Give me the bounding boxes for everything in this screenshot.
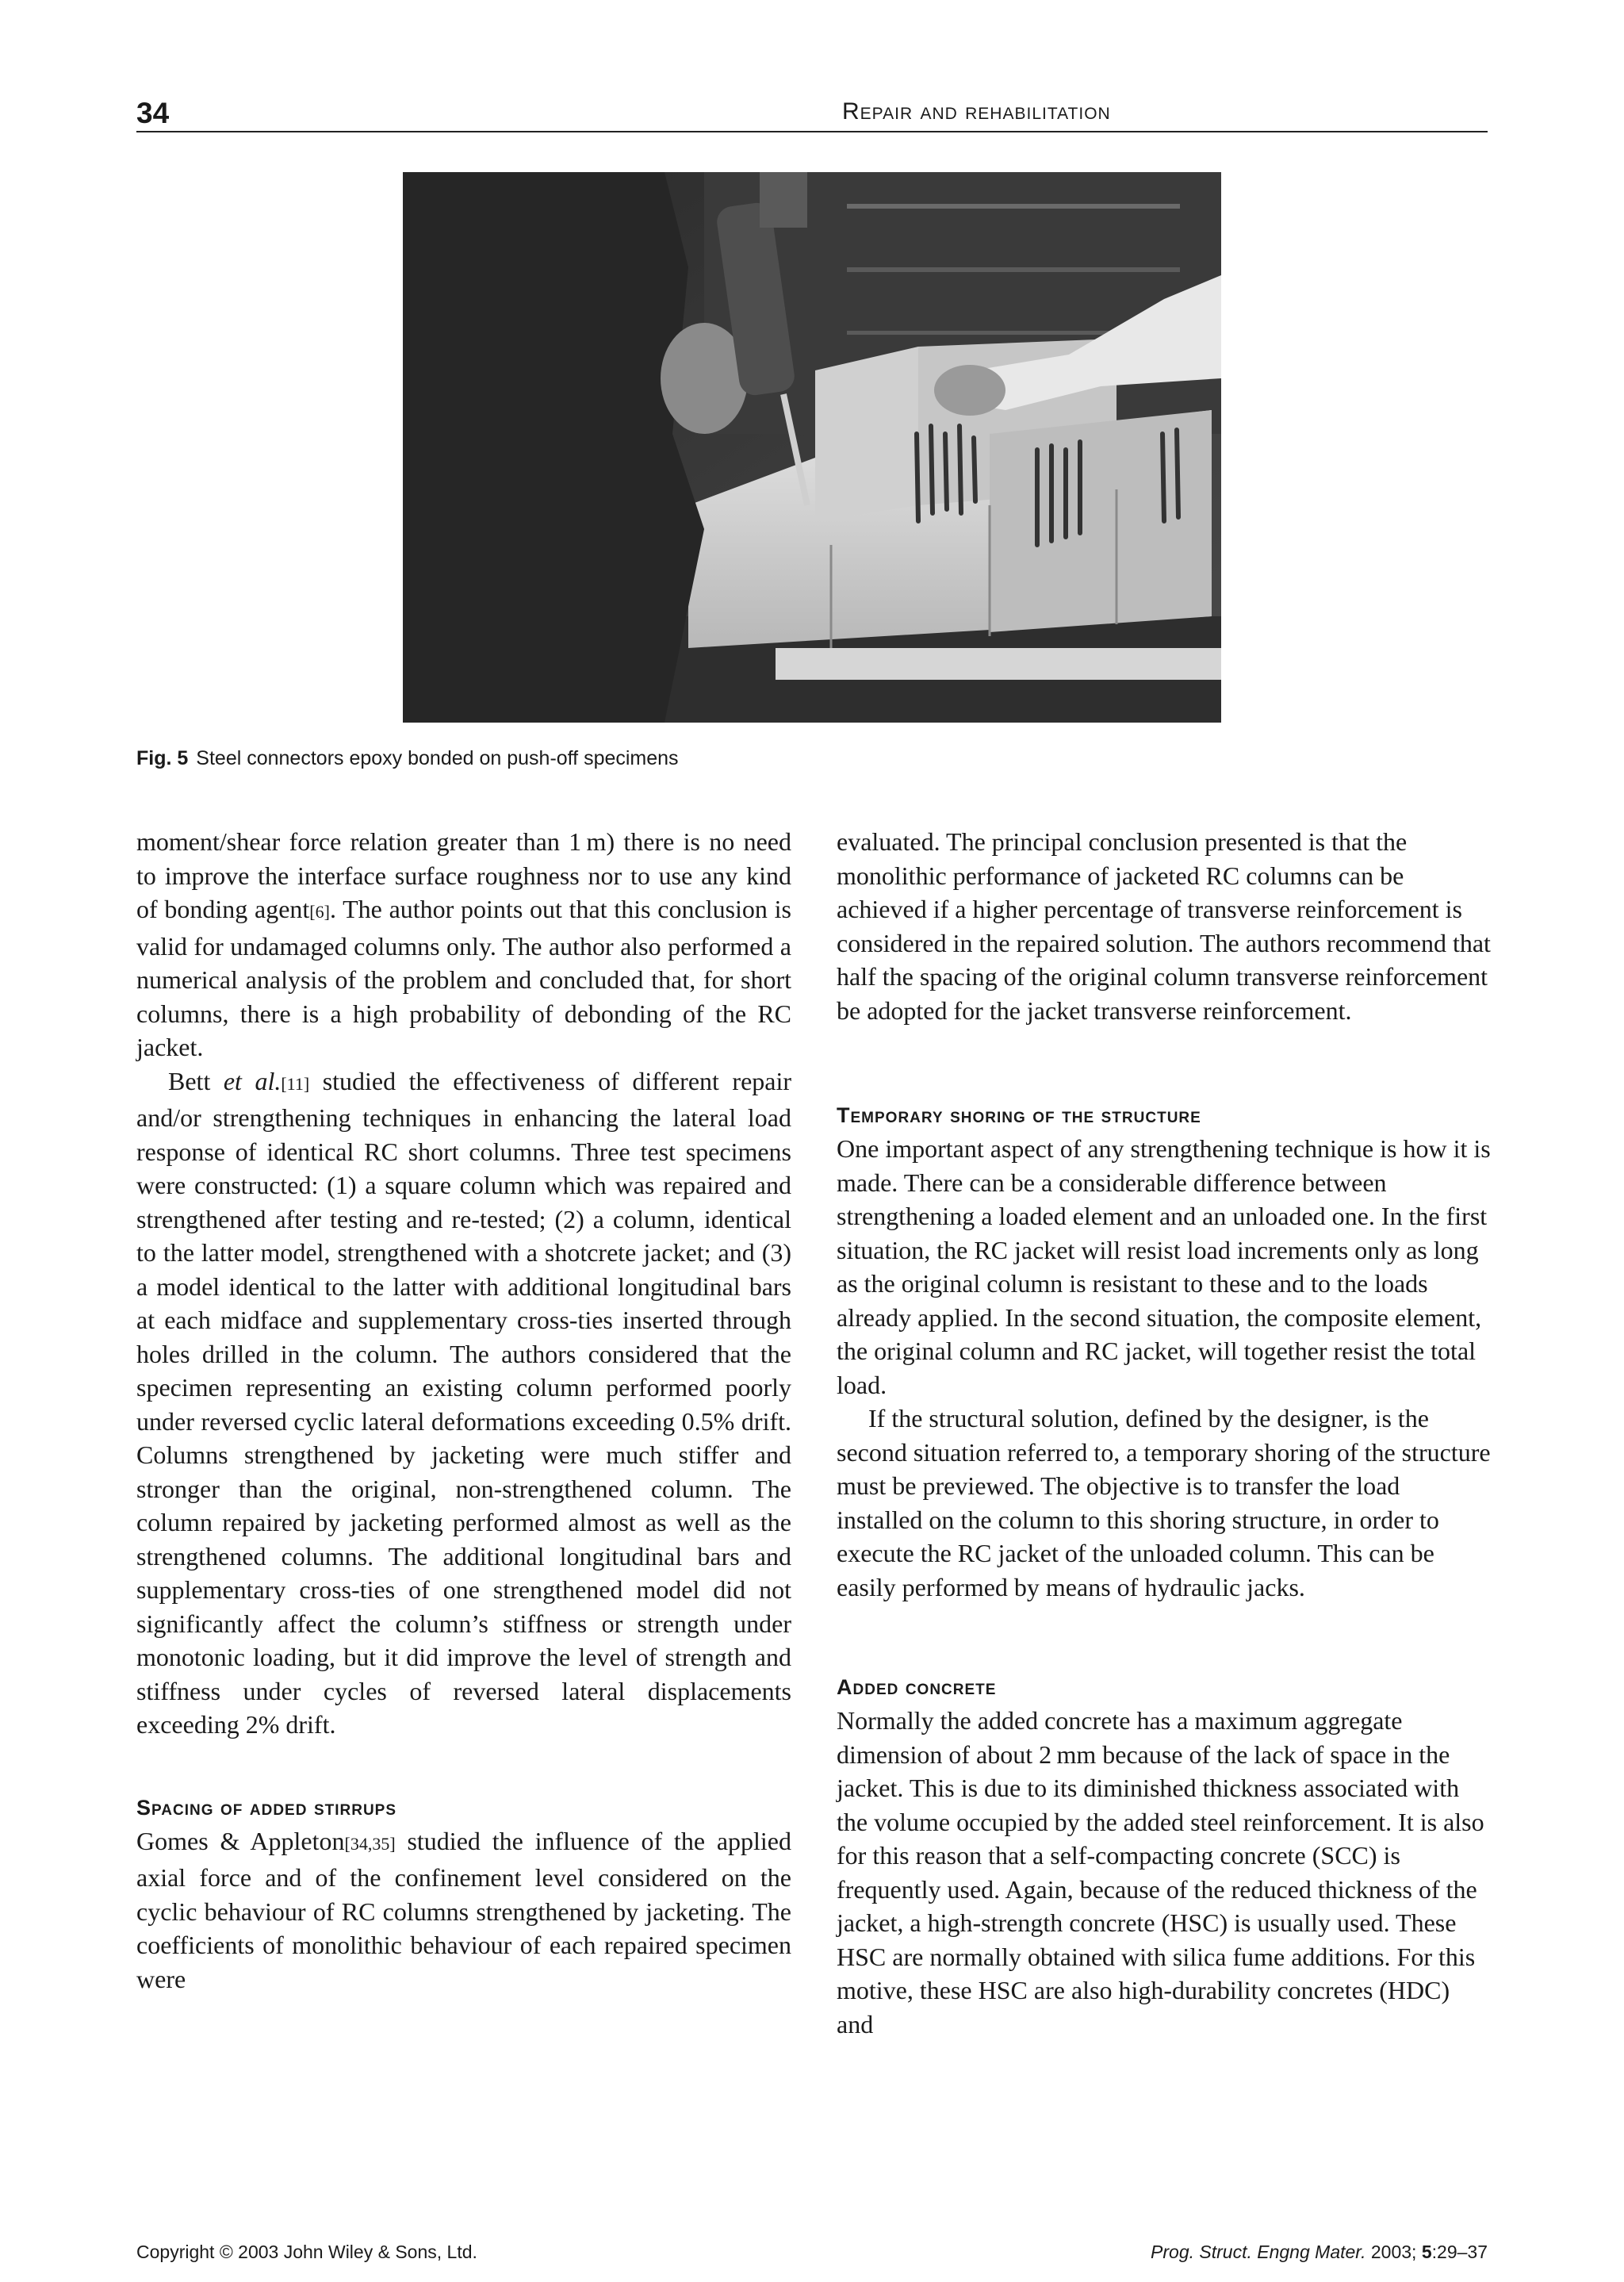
- right-paragraph-2: One important aspect of any strengthening technique is how it is made. There can be a considerable difference between strengthening a loaded element and an unloaded one. In the first situation, the RC jacket will resist load increments only as long as the original column is resistant to these and to the loads already applied. In the second situation, the composite element, the original column and RC jacket, will together resist the total load.: [837, 1134, 1491, 1399]
- right-column: [837, 825, 1492, 2041]
- copyright-notice: Copyright © 2003 John Wiley & Sons, Ltd.: [136, 2242, 477, 2262]
- figure-label: Fig. 5: [136, 747, 189, 769]
- figure-caption: [136, 747, 679, 770]
- citation: [34,35]: [344, 1833, 396, 1854]
- citation: [6]: [309, 902, 330, 922]
- left-column: [136, 825, 791, 1996]
- section-heading-temporary-shoring: Temporary shoring of the structure: [837, 1103, 1201, 1127]
- page-number: 34: [136, 97, 170, 129]
- figure-caption-text: Steel connectors epoxy bonded on push-off specimens: [196, 747, 679, 769]
- section-heading-added-concrete: Added concrete: [837, 1675, 997, 1699]
- right-paragraph-4: Normally the added concrete has a maximum aggregate dimension of about 2 mm because of the lack of space in the jacket. This is due to its diminished thickness associated with the volume occupied by the added steel reinforcement. It is also for this reason that a self-compacting concrete (SCC) is frequently used. Again, because of the reduced thickness of the jacket, a high-strength concrete (HSC) is usually used. These HSC are normally obtained with silica fume additions. For this motive, these HSC are also high-durability concretes (HDC) and: [837, 1706, 1484, 2038]
- left-paragraph-3: Gomes & Appleton[34,35] studied the influence of the applied axial force and of the confinement level considered on the cyclic behaviour of RC columns strengthened by jacketing. The coefficients of monolithic behaviour of each repaired specimen were: [136, 1826, 792, 1993]
- left-paragraph-2: Bett et al.[11] studied the effectiveness of different repair and/or strengthening techniques in enhancing the lateral load response of identical RC short columns. Three test specimens were constructed: (1) a square column which was repaired and strengthened after testing and re-tested; (2) a column, identical to the latter model, strengthened with a shotcrete jacket; and (3) a model identical to the latter with additional longitudinal bars at each midface and supplementary cross-ties inserted through holes drilled in the column. The authors considered that the specimen representing an existing column performed poorly under reversed cyclic lateral deformations exceeding 0.5% drift. Columns strengthened by jacketing were much stiffer and stronger than the original, non-strengthened column. The column repaired by jacketing performed almost as well as the strengthened columns. The additional longitudinal bars and supplementary cross-ties of one strengthened model did not significantly affect the column’s stiffness or strength under monotonic loading, but it did improve the level of strength and stiffness under cycles of reversed lateral displacements exceeding 2% drift.: [136, 1066, 792, 1739]
- citation: [11]: [281, 1073, 310, 1094]
- right-paragraph-3: If the structural solution, defined by the designer, is the second situation referred to, a temporary shoring of the structure must be previewed. The objective is to transfer the load installed on the column to this shoring structure, in order to execute the RC jacket of the unloaded column. This can be easily performed by means of hydraulic jacks.: [837, 1404, 1491, 1601]
- right-paragraph-1: evaluated. The principal conclusion presented is that the monolithic performance of jacketed RC columns can be achieved if a higher percentage of transverse reinforcement is considered in the repaired solution. The authors recommend that half the spacing of the original column transverse reinforcement be adopted for the jacket transverse reinforcement.: [837, 827, 1491, 1025]
- header-rule: [136, 131, 1488, 132]
- section-heading-spacing-of-added-stirrups: Spacing of added stirrups: [136, 1795, 397, 1820]
- journal-citation: Prog. Struct. Engng Mater. 2003; 5:29–37: [1151, 2242, 1488, 2262]
- figure-photo: [403, 172, 1221, 723]
- left-paragraph-1: moment/shear force relation greater than 1 m) there is no need to improve the interface surface roughness nor to use any kind of bonding agent[6]. The author points out that this conclusion is valid for undamaged columns only. The author also performed a numerical analysis of the problem and concluded that, for short columns, there is a high probability of debonding of the RC jacket.: [136, 827, 792, 1061]
- running-title: Repair and rehabilitation: [842, 98, 1111, 125]
